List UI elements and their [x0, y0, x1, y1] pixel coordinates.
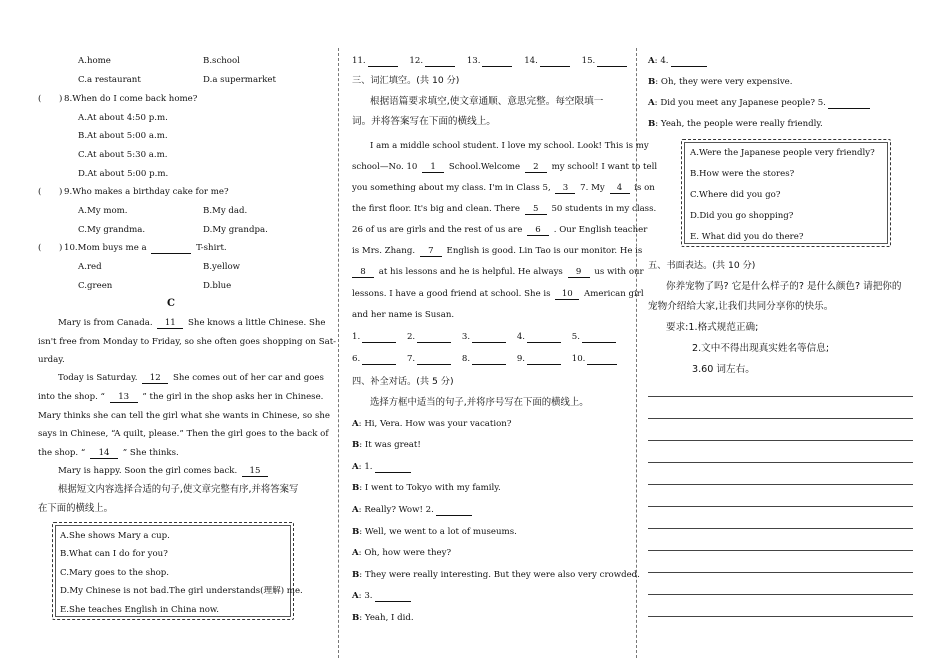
answer-blank[interactable] — [527, 333, 561, 343]
passage-text: 26 of us are girls and the rest of us are — [352, 225, 523, 235]
answer-blank[interactable] — [582, 333, 616, 343]
box-option-e: E.She teaches English in China now. — [60, 605, 220, 615]
blank-9[interactable]: 9 — [568, 268, 590, 278]
blank-1[interactable]: 1 — [422, 163, 444, 173]
dialogue-line: B: Yeah, I did. — [352, 613, 414, 623]
writing-line[interactable] — [648, 396, 913, 397]
passage-text: English is good. Lin Tao is our monitor. He is — [446, 246, 643, 256]
passage-text: lessons. I have a good friend at school. She is — [352, 289, 551, 299]
passage-text: She comes out of her car and goes — [173, 373, 324, 383]
answer-label: 4. — [516, 332, 526, 342]
instruction-c: 根据短文内容选择合适的句子,使文章完整有序,并将答案写 — [58, 484, 299, 495]
passage-text: the shop. “ — [38, 448, 86, 458]
box-option-d: D.Did you go shopping? — [690, 211, 794, 221]
passage-text: School.Welcome — [448, 162, 521, 172]
passage-line — [352, 184, 655, 194]
q9-paren: ( — [38, 187, 42, 197]
speaker: B — [352, 483, 360, 493]
dialogue-text: Yeah, I did. — [364, 613, 414, 623]
answer-blank[interactable] — [368, 57, 398, 67]
passage-line — [58, 467, 270, 477]
writing-line[interactable] — [648, 616, 913, 617]
answer-blank[interactable] — [362, 333, 396, 343]
answer-label: 2. — [406, 332, 416, 342]
dialogue-text: Well, we went to a lot of museums. — [364, 527, 517, 537]
section-5-title: 五、书面表达。(共 10 分) — [648, 260, 756, 271]
answer-label: 5. — [571, 332, 580, 342]
answer-blank[interactable] — [540, 57, 570, 67]
dialogue-line: B: Well, we went to a lot of museums. — [352, 527, 517, 537]
passage-text: American girl — [584, 289, 644, 299]
passage-text: Today is Saturday. — [58, 373, 138, 383]
dialogue-line: B: It was great! — [352, 440, 421, 450]
instruction-c-2: 在下面的横线上。 — [38, 503, 114, 514]
option-7c: C.a restaurant — [78, 75, 141, 85]
q10-post: T-shirt. — [196, 243, 227, 253]
passage-line: says in Chinese, “A quilt, please.” Then the girl goes to the back of — [38, 429, 329, 439]
q10-pre: 10.Mom buys me a — [64, 243, 147, 253]
passage-text: is on — [634, 183, 655, 193]
box-option-b: B.What can I do for you? — [60, 549, 168, 559]
answer-label: 6. — [352, 354, 361, 364]
dialogue-line: B: Oh, they were very expensive. — [648, 77, 793, 87]
passage-line — [352, 205, 656, 215]
speaker: A — [352, 591, 359, 601]
passage-line: and her name is Susan. — [352, 310, 455, 320]
answer-label: 14. — [524, 56, 538, 66]
blank-13[interactable]: 13 — [110, 393, 138, 403]
writing-line[interactable] — [648, 550, 913, 551]
passage-text: you something about my class. I'm in Class 5, — [352, 183, 551, 193]
blank-15[interactable]: 15 — [242, 467, 268, 477]
q10-paren-close: ) — [59, 243, 63, 253]
dialogue-line: A: 3. — [352, 592, 413, 602]
q10-paren: ( — [38, 243, 42, 253]
blank-10[interactable]: 10 — [555, 290, 579, 300]
passage-text: us with our — [594, 267, 644, 277]
dialogue-text: I went to Tokyo with my family. — [364, 483, 501, 493]
option-10b: B.yellow — [203, 262, 241, 272]
passage-line — [58, 374, 324, 384]
column-divider — [636, 48, 638, 658]
box-option-d: D.My Chinese is not bad.The girl understands(理解) me. — [60, 586, 303, 596]
passage-line — [58, 319, 325, 329]
answer-blank[interactable] — [417, 355, 451, 365]
blank-2[interactable]: 2 — [525, 163, 547, 173]
dialogue-text: Hi, Vera. How was your vacation? — [364, 419, 512, 429]
writing-prompt-2: 宠物介绍给大家,让我们共同分享你的快乐。 — [648, 301, 834, 312]
passage-text: 50 students in my class. — [551, 204, 657, 214]
speaker: A — [352, 462, 359, 472]
dialogue-text: 1. — [364, 462, 373, 472]
passage-text: my school! I want to tell — [551, 162, 658, 172]
blank-14[interactable]: 14 — [90, 449, 118, 459]
option-8b: B.At about 5:00 a.m. — [78, 131, 168, 141]
passage-line: isn't free from Monday to Friday, so she often goes shopping on Sat- — [38, 337, 337, 347]
blank-5[interactable]: 5 — [525, 205, 547, 215]
box-option-c: C.Mary goes to the shop. — [60, 568, 170, 578]
dialogue-blank-4[interactable] — [671, 57, 707, 67]
blank-8[interactable]: 8 — [352, 268, 374, 278]
dialogue-text: Oh, how were they? — [364, 548, 452, 558]
speaker: B — [352, 570, 360, 580]
box-option-a: A.Were the Japanese people very friendly? — [690, 148, 875, 158]
option-9a: A.My mom. — [78, 206, 128, 216]
answer-blank[interactable] — [425, 57, 455, 67]
passage-text: the first floor. It's big and clean. There — [352, 204, 520, 214]
dialogue-text: Really? Wow! 2. — [364, 505, 434, 515]
answer-blank[interactable] — [472, 333, 506, 343]
option-7b: B.school — [203, 56, 240, 66]
option-9b: B.My dad. — [203, 206, 248, 216]
option-10a: A.red — [78, 262, 102, 272]
option-10d: D.blue — [203, 281, 232, 291]
passage-line — [352, 247, 642, 257]
option-8a: A.At about 4:50 p.m. — [78, 113, 168, 123]
blank-11[interactable]: 11 — [157, 319, 183, 329]
dialogue-line: A: Oh, how were they? — [352, 548, 452, 558]
speaker: B — [352, 613, 360, 623]
dialogue-text: They were really interesting. But they were also very crowded. — [364, 570, 640, 580]
dialogue-text: Oh, they were very expensive. — [660, 77, 793, 87]
section-3-instruction: 根据语篇要求填空,使文章通顺、意思完整。每空限填一 — [370, 96, 604, 107]
passage-text: at his lessons and he is helpful. He always — [378, 267, 563, 277]
dialogue-text: 3. — [364, 591, 373, 601]
passage-text: . Our English teacher — [553, 225, 648, 235]
answer-row-11-15 — [352, 57, 629, 67]
dialogue-line: B: I went to Tokyo with my family. — [352, 483, 501, 493]
answer-label: 15. — [581, 56, 596, 66]
answer-label: 13. — [466, 56, 481, 66]
option-7d: D.a supermarket — [203, 75, 276, 85]
writing-line[interactable] — [648, 572, 913, 573]
passage-line: Mary thinks she can tell the girl what she wants in Chinese, so she — [38, 411, 330, 421]
dialogue-blank-2[interactable] — [436, 506, 472, 516]
writing-line[interactable] — [648, 594, 913, 595]
speaker: A — [648, 98, 655, 108]
q8-text: 8.When do I come back home? — [64, 94, 198, 104]
column-divider — [338, 48, 340, 658]
box-option-c: C.Where did you go? — [690, 190, 781, 200]
writing-line[interactable] — [648, 506, 913, 507]
answer-label: 1. — [352, 332, 361, 342]
section-4-title: 四、补全对话。(共 5 分) — [352, 376, 454, 387]
passage-text: Mary is from Canada. — [58, 318, 153, 328]
box-option-b: B.How were the stores? — [690, 169, 795, 179]
blank-4[interactable]: 4 — [610, 184, 630, 194]
blank-3[interactable]: 3 — [555, 184, 575, 194]
dialogue-line: B: Yeah, the people were really friendly. — [648, 119, 823, 129]
dialogue-line: A: 4. — [648, 57, 709, 67]
speaker: A — [352, 419, 359, 429]
answer-label: 10. — [571, 354, 586, 364]
answer-row-1-5 — [352, 333, 618, 343]
answer-row-6-10 — [352, 355, 619, 365]
writing-line[interactable] — [648, 418, 913, 419]
q9-text: 9.Who makes a birthday cake for me? — [64, 187, 229, 197]
answer-blank[interactable] — [587, 355, 617, 365]
answer-blank[interactable] — [597, 57, 627, 67]
section-c-heading: C — [167, 298, 175, 309]
passage-text: is Mrs. Zhang. — [352, 246, 416, 256]
section-3-title: 三、词汇填空。(共 10 分) — [352, 75, 460, 86]
dialogue-blank-5[interactable] — [828, 99, 870, 109]
writing-line[interactable] — [648, 484, 913, 485]
option-8d: D.At about 5:00 p.m. — [78, 169, 169, 179]
writing-line[interactable] — [648, 528, 913, 529]
answer-blank[interactable] — [472, 355, 506, 365]
q10-text — [64, 244, 227, 254]
passage-line — [352, 268, 644, 278]
q10-blank[interactable] — [151, 244, 191, 254]
q9-paren-close: ) — [59, 187, 63, 197]
writing-line[interactable] — [648, 462, 913, 463]
dialogue-line: A: Did you meet any Japanese people? 5. — [648, 99, 872, 109]
passage-text: school—No. 10 — [352, 162, 418, 172]
box-option-a: A.She shows Mary a cup. — [60, 531, 170, 541]
answer-label: 7. — [406, 354, 416, 364]
requirement-1: 要求:1.格式规范正确; — [666, 322, 759, 333]
requirement-3: 3.60 词左右。 — [692, 364, 755, 375]
dialogue-text: Yeah, the people were really friendly. — [660, 119, 823, 129]
passage-text: She knows a little Chinese. She — [188, 318, 326, 328]
dialogue-blank-1[interactable] — [375, 463, 411, 473]
box-option-e: E. What did you do there? — [690, 232, 804, 242]
speaker: B — [648, 119, 656, 129]
q8-paren-close: ) — [59, 94, 63, 104]
option-9c: C.My grandma. — [78, 225, 146, 235]
q8-paren: ( — [38, 94, 42, 104]
section-4-instruction: 选择方框中适当的句子,并将序号写在下面的横线上。 — [370, 397, 589, 408]
answer-label: 11. — [352, 56, 366, 66]
dialogue-line: A: 1. — [352, 463, 413, 473]
answer-label: 9. — [516, 354, 526, 364]
option-9d: D.My grandpa. — [203, 225, 268, 235]
speaker: B — [352, 440, 360, 450]
section-3-instruction-2: 词。并将答案写在下面的横线上。 — [352, 116, 496, 127]
passage-line — [352, 163, 657, 173]
dialogue-blank-3[interactable] — [375, 592, 411, 602]
passage-line — [38, 449, 179, 459]
answer-blank[interactable] — [362, 355, 396, 365]
speaker: A — [648, 56, 655, 66]
speaker: B — [648, 77, 656, 87]
speaker: A — [352, 548, 359, 558]
dialogue-text: Did you meet any Japanese people? 5. — [660, 98, 826, 108]
passage-text: ” the girl in the shop asks her in Chinese. — [142, 392, 324, 402]
answer-label: 12. — [409, 56, 424, 66]
requirement-2: 2.文中不得出现真实姓名等信息; — [692, 343, 830, 354]
answer-label: 3. — [461, 332, 471, 342]
dialogue-line: A: Hi, Vera. How was your vacation? — [352, 419, 512, 429]
answer-blank[interactable] — [527, 355, 561, 365]
dialogue-text: It was great! — [364, 440, 421, 450]
speaker: B — [352, 527, 360, 537]
passage-line: I am a middle school student. I love my school. Look! This is my — [370, 141, 649, 151]
passage-line — [38, 393, 323, 403]
answer-blank[interactable] — [417, 333, 451, 343]
passage-text: into the shop. “ — [38, 392, 105, 402]
option-10c: C.green — [78, 281, 113, 291]
passage-line — [352, 226, 647, 236]
blank-7[interactable]: 7 — [420, 247, 442, 257]
blank-12[interactable]: 12 — [142, 374, 168, 384]
dialogue-line: A: Really? Wow! 2. — [352, 506, 474, 516]
dialogue-line: B: They were really interesting. But they were also very crowded. — [352, 570, 640, 580]
answer-label: 8. — [461, 354, 471, 364]
passage-line — [352, 290, 644, 300]
blank-6[interactable]: 6 — [527, 226, 549, 236]
speaker: A — [352, 505, 359, 515]
passage-text: Mary is happy. Soon the girl comes back. — [58, 466, 238, 476]
answer-blank[interactable] — [482, 57, 512, 67]
option-8c: C.At about 5:30 a.m. — [78, 150, 168, 160]
dialogue-text: 4. — [660, 56, 669, 66]
writing-prompt: 你养宠物了吗? 它是什么样子的? 是什么颜色? 请把你的 — [666, 281, 902, 292]
passage-text: ” She thinks. — [122, 448, 179, 458]
option-7a: A.home — [78, 56, 111, 66]
writing-line[interactable] — [648, 440, 913, 441]
passage-text: 7. My — [580, 183, 605, 193]
passage-line: urday. — [38, 355, 65, 365]
